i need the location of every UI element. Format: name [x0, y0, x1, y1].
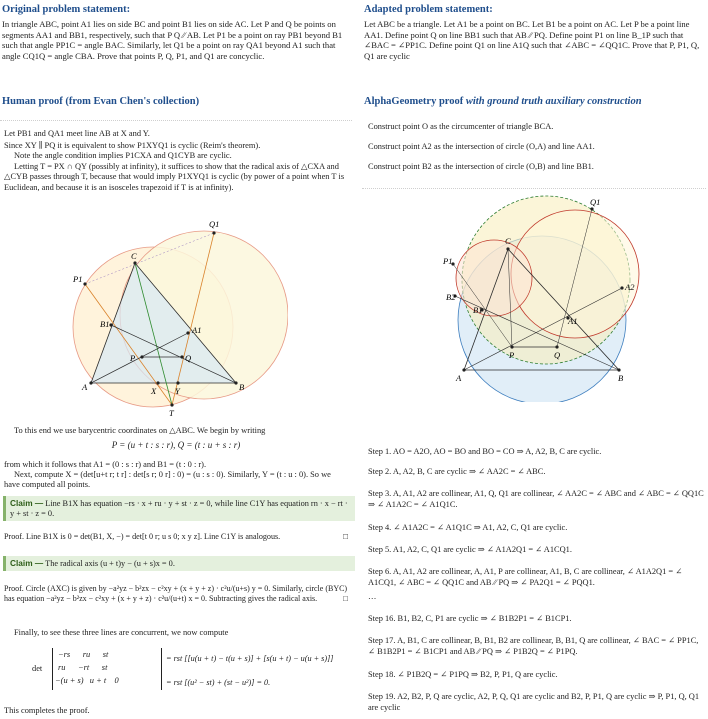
original-heading: Original problem statement:: [2, 4, 131, 15]
step-ellipsis: …: [368, 592, 377, 601]
det-row: −rs ru st: [58, 650, 109, 659]
proof-line-3: Note the angle condition implies P1CXA and Q1CYB are cyclic.: [14, 151, 232, 160]
divider: [362, 183, 706, 189]
fig-label: B1: [100, 319, 110, 329]
fig-label: P: [509, 350, 515, 360]
fig-label: B2: [446, 292, 456, 302]
step-2: Step 2. A, A2, B, C are cyclic ⇒ ∠ AA2C = ∠ ABC.: [368, 467, 546, 476]
qed-mark: □: [343, 532, 348, 541]
proof-2-text: Proof. Circle (AXC) is given by −a²yz − b²zx − c²xy + (x + y + z) · c²u/(u+s) y = 0. Similarly, circle (BYC) has equation −a²yz − b²zx − c²xy + (x + y + z) · c²u/(u+t) x = 0. Subtracting gives the radical axis.: [4, 584, 348, 603]
equation-pq: P = (u + t : s : r), Q = (t : u + s : r): [111, 440, 241, 450]
step-5: Step 5. A1, A2, C, Q1 are cyclic ⇒ ∠ A1A2Q1 = ∠ A1CQ1.: [368, 545, 572, 554]
adapted-text: Let ABC be a triangle. Let A1 be a point on BC. Let B1 be a point on AC. Let P be a point line AA1. Define point Q on line BB1 such that AB ∕∕ PQ. Define point P1 on line B_1P such that ∠BAC = ∠PP1C. Define point Q1 on line A1Q such that ∠ABC = ∠QQ1C. Prove that P, P1, Q, Q1 are cyclic: [364, 19, 700, 61]
step-18: Step 18. ∠ P1B2Q = ∠ P1PQ ⇒ B2, P, P1, Q are cyclic.: [368, 670, 558, 679]
fig-label: B: [239, 382, 245, 392]
step-17: Step 17. A, B1, C are collinear, B, B1, B2 are collinear, B, B1, Q are collinear, ∠ BAC = ∠ PP1C, ∠ B1B2P1 = ∠ B1CP1 and AB ∕∕ PQ ⇒ ∠ P1B2Q = ∠ P1PQ.: [368, 636, 699, 656]
fig-label: Q: [554, 350, 561, 360]
claim-text: Line B1X has equation −rs · x + ru · y + st · z = 0, while line C1Y has equation rn · x − rt · y + st · z = 0.: [10, 499, 348, 519]
claim-box-2: [3, 556, 355, 571]
qed-mark: □: [343, 593, 348, 603]
divider: [0, 112, 352, 121]
fig-label: A1: [568, 316, 578, 326]
construct-3: Construct point B2 as the intersection of circle (O,B) and line BB1.: [368, 162, 594, 171]
det-matrix: [52, 648, 162, 690]
proof-1-text: Proof. Line B1X is 0 = det(B1, X, −) = det[t 0 r; u s 0; x y z]. Line C1Y is analogous.: [4, 532, 281, 541]
adapted-heading: Adapted problem statement:: [364, 4, 493, 15]
fig-label: A2: [625, 282, 635, 292]
bary-follow: from which it follows that A1 = (0 : s : r) and B1 = (t : 0 : r).: [4, 460, 207, 469]
ag-heading-main: AlphaGeometry proof: [364, 96, 464, 107]
step-4: Step 4. ∠ A1A2C = ∠ A1Q1C ⇒ A1, A2, C, Q1 are cyclic.: [368, 523, 568, 532]
alphageometry-heading: [364, 95, 706, 108]
construct-2: Construct point A2 as the intersection of circle (O,A) and line AA1.: [368, 142, 595, 151]
finally-text: Finally, to see these three lines are concurrent, we now compute: [14, 628, 229, 637]
step-19: Step 19. A2, B2, P, Q are cyclic, A2, P, Q, Q1 are cyclic and B2, P, P1, Q are cyclic ⇒ P, P1, Q, Q1 are cyclic: [368, 692, 700, 712]
claim-label: Claim —: [10, 498, 44, 508]
fig-label: Y: [175, 386, 180, 396]
fig-label: Q1: [209, 219, 220, 229]
human-proof-figure: [58, 215, 288, 420]
proof-2: [4, 584, 348, 604]
bary-next: Next, compute X = (det[u+t r; t r] : det[s r; 0 r] : 0) = (u : s : 0). Similarly, Y = (t : u : 0). So we have computed all points.: [4, 470, 331, 490]
determinant-block: [32, 648, 352, 696]
step-6: Step 6. A, A1, A2 are collinear, A, A1, P are collinear, A1, B, C are collinear, ∠ A1A2Q1 = ∠ A1CQ1, ∠ ABC = ∠ QQ1C and AB ∕∕ PQ ⇒ ∠ PA2Q1 = ∠ PQQ1.: [368, 567, 683, 587]
bary-intro: To this end we use barycentric coordinates on △ABC. We begin by writing: [14, 426, 266, 435]
claim-label: Claim —: [10, 558, 44, 568]
fig-label: A: [456, 373, 462, 383]
det-row: ru −rt st: [58, 663, 108, 672]
det-eq-2: = rst [(u² − st) + (st − u²)] = 0.: [166, 678, 271, 687]
proof-line-1: Let PB1 and QA1 meet line AB at X and Y.: [4, 129, 150, 138]
fig-label: X: [151, 386, 157, 396]
det-word: det: [32, 664, 43, 673]
fig-label: B: [618, 373, 624, 383]
step-16: Step 16. B1, B2, C, P1 are cyclic ⇒ ∠ B1B2P1 = ∠ B1CP1.: [368, 614, 572, 623]
step-1: Step 1. AO = A2O, AO = BO and BO = CO ⇒ A, A2, B, C are cyclic.: [368, 447, 602, 456]
fig-label: C: [131, 251, 137, 261]
claim-box-1: [3, 496, 355, 521]
fig-label: B1: [473, 305, 483, 315]
fig-label: P1: [443, 256, 453, 266]
fig-label: A: [82, 382, 88, 392]
proof-line-4: Letting T = PX ∩ QY (possibly at infinity), it suffices to show that the radical axis of △CXA and △CYB passes through T, because that would imply P1XYQ1 is cyclic (by power of a point when T is Euclidean, and because it is an isosceles trapezoid if T is at infinity).: [4, 162, 345, 192]
original-text: In triangle ABC, point A1 lies on side BC and point B1 lies on side AC. Let P and Q be points on segments AA1 and BB1, respectively, such that P Q ∕∕ AB. Let P1 be a point on ray PB1 beyond B1 such that angle PP1C = angle BAC. Similarly, let Q1 be a point on ray QA1 beyond A1 such that angle CQ1Q = angle CBA. Prove that points P, Q, P1, and Q1 are concyclic.: [2, 19, 343, 61]
completes-text: This completes the proof.: [4, 706, 90, 715]
det-row: −(u + s) u + t 0: [55, 676, 119, 685]
alphageometry-figure: [442, 192, 642, 402]
proof-line-2: Since XY ∥ PQ it is equivalent to show P1XYQ1 is cyclic (Reim's theorem).: [4, 141, 261, 150]
circle-b1b2cp1: [456, 240, 532, 316]
det-eq-1: = rst [[u(u + t) − t(u + s)] + [s(u + t) − u(u + s)]]: [166, 654, 334, 663]
fig-label: P: [130, 353, 136, 363]
fig-label: A1: [192, 325, 202, 335]
fig-label: Q1: [590, 197, 601, 207]
ag-heading-italic: with ground truth auxiliary construction: [465, 96, 642, 107]
fig-label: Q: [185, 353, 192, 363]
human-proof-heading: Human proof (from Evan Chen's collection): [2, 96, 200, 107]
proof-1: [4, 532, 348, 542]
construct-1: Construct point O as the circumcenter of triangle BCA.: [368, 122, 554, 131]
step-3: Step 3. A, A1, A2 are collinear, A1, Q, Q1 are collinear, ∠ AA2C = ∠ ABC and ∠ ABC = ∠ QQ1C ⇒ ∠ A1A2C = ∠ A1Q1C.: [368, 489, 704, 509]
fig-label: T: [169, 408, 174, 418]
claim-text: The radical axis (u + t)y − (u + s)x = 0.: [45, 559, 175, 568]
fig-label: P1: [73, 274, 83, 284]
fig-label: C: [505, 236, 511, 246]
